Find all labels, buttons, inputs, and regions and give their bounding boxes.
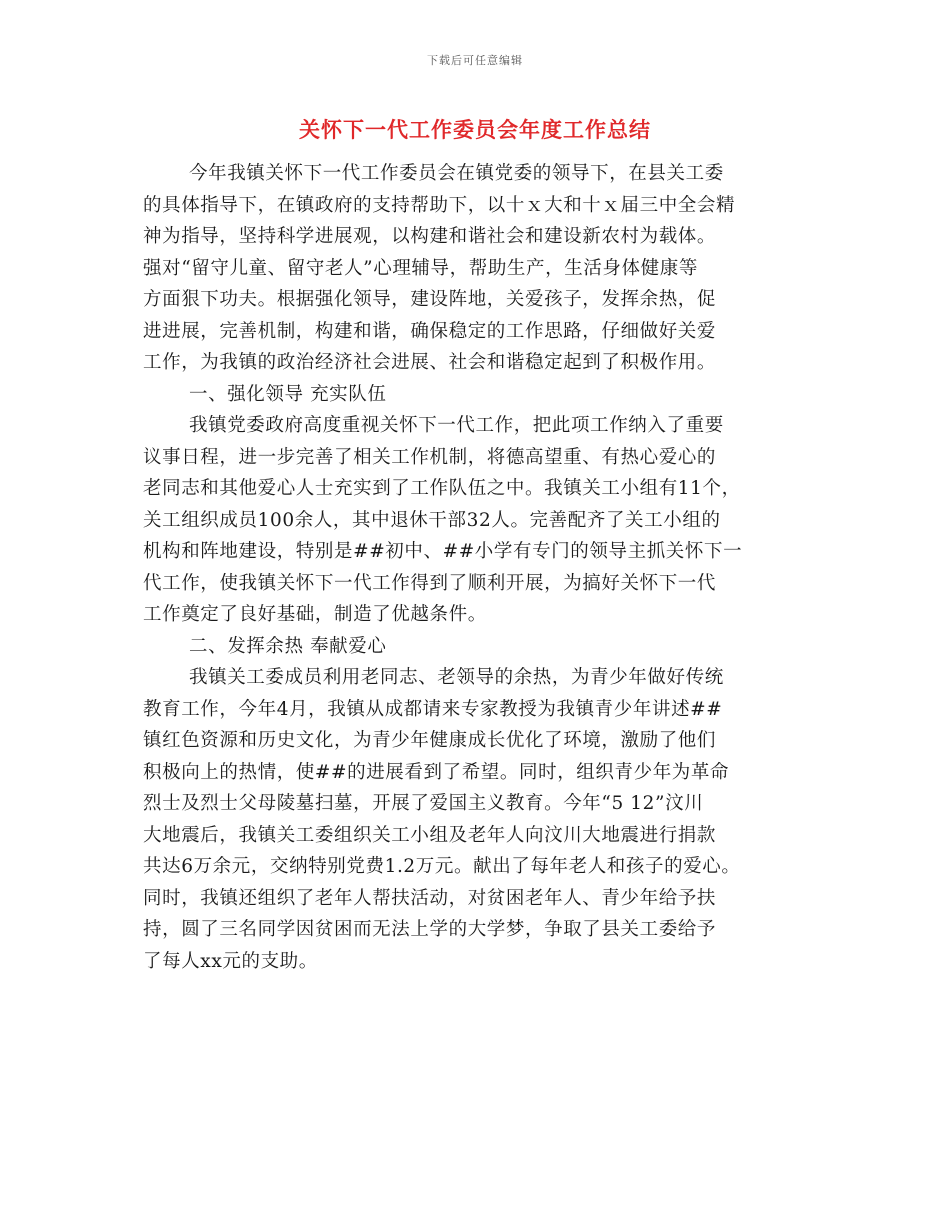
paragraph: [143, 662, 833, 977]
text-line: 同时，我镇还组织了老年人帮扶活动，对贫困老年人、青少年给予扶: [143, 887, 717, 909]
text-line: 共达6万余元，交纳特别党费1.2万元。献出了每年老人和孩子的爱心。: [143, 856, 741, 877]
text-line: 镇红色资源和历史文化，为青少年健康成长优化了环境，激励了他们: [143, 730, 717, 751]
text-line: 我镇关工委成员利用老同志、老领导的余热，为青少年做好传统: [189, 667, 724, 688]
text-line: 二、发挥余热 奉献爱心: [189, 635, 387, 657]
text-line: 的具体指导下，在镇政府的支持帮助下，以十ｘ大和十ｘ届三中全会精: [143, 194, 736, 216]
text-line: 老同志和其他爱心人士充实到了工作队伍之中。我镇关工小组有11个，: [143, 478, 741, 499]
text-line: 神为指导，坚持科学进展观，以构建和谐社会和建设新农村为载体。: [143, 226, 717, 247]
text-line: 工作，为我镇的政治经济社会进展、社会和谐稳定起到了积极作用。: [143, 352, 717, 373]
text-line: 代工作，使我镇关怀下一代工作得到了顺利开展，为搞好关怀下一代: [143, 572, 717, 594]
header-note: 下载后可任意编辑: [427, 54, 523, 67]
text-line: 机构和阵地建设，特别是##初中、##小学有专门的领导主抓关怀下一: [143, 541, 743, 562]
text-line: 持，圆了三名同学因贫困而无法上学的大学梦，争取了县关工委给予: [143, 919, 717, 940]
text-line: 议事日程，进一步完善了相关工作机制，将德高望重、有热心爱心的: [143, 446, 717, 468]
text-line: 今年我镇关怀下一代工作委员会在镇党委的领导下，在县关工委: [189, 163, 724, 184]
text-line: 积极向上的热情，使##的进展看到了希望。同时，组织青少年为革命: [143, 761, 730, 783]
paragraph: [143, 410, 833, 631]
text-line: 大地震后，我镇关工委组织关工小组及老年人向汶川大地震进行捐款: [143, 824, 717, 846]
text-line: 一、强化领导 充实队伍: [189, 383, 387, 405]
text-line: 教育工作，今年4月，我镇从成都请来专家教授为我镇青少年讲述##: [143, 698, 723, 720]
document-body: [143, 158, 833, 977]
text-line: 方面狠下功夫。根据强化领导，建设阵地，关爱孩子，发挥余热，促: [143, 289, 717, 310]
text-line: 关工组织成员100余人，其中退休干部32人。完善配齐了关工小组的: [143, 509, 721, 531]
paragraph: [143, 158, 833, 379]
text-line: 强对“留守儿童、留守老人”心理辅导，帮助生产，生活身体健康等: [143, 257, 698, 279]
text-line: 工作奠定了良好基础，制造了优越条件。: [143, 604, 487, 625]
text-line: 了每人xx元的支助。: [143, 950, 318, 972]
paragraph: [143, 631, 833, 663]
document-title: 关怀下一代工作委员会年度工作总结: [299, 117, 651, 142]
paragraph: [143, 379, 833, 411]
text-line: 我镇党委政府高度重视关怀下一代工作，把此项工作纳入了重要: [189, 415, 724, 436]
text-line: 烈士及烈士父母陵墓扫墓，开展了爱国主义教育。今年“5 12”汶川: [143, 793, 704, 814]
text-line: 进进展，完善机制，构建和谐，确保稳定的工作思路，仔细做好关爱: [143, 320, 717, 342]
